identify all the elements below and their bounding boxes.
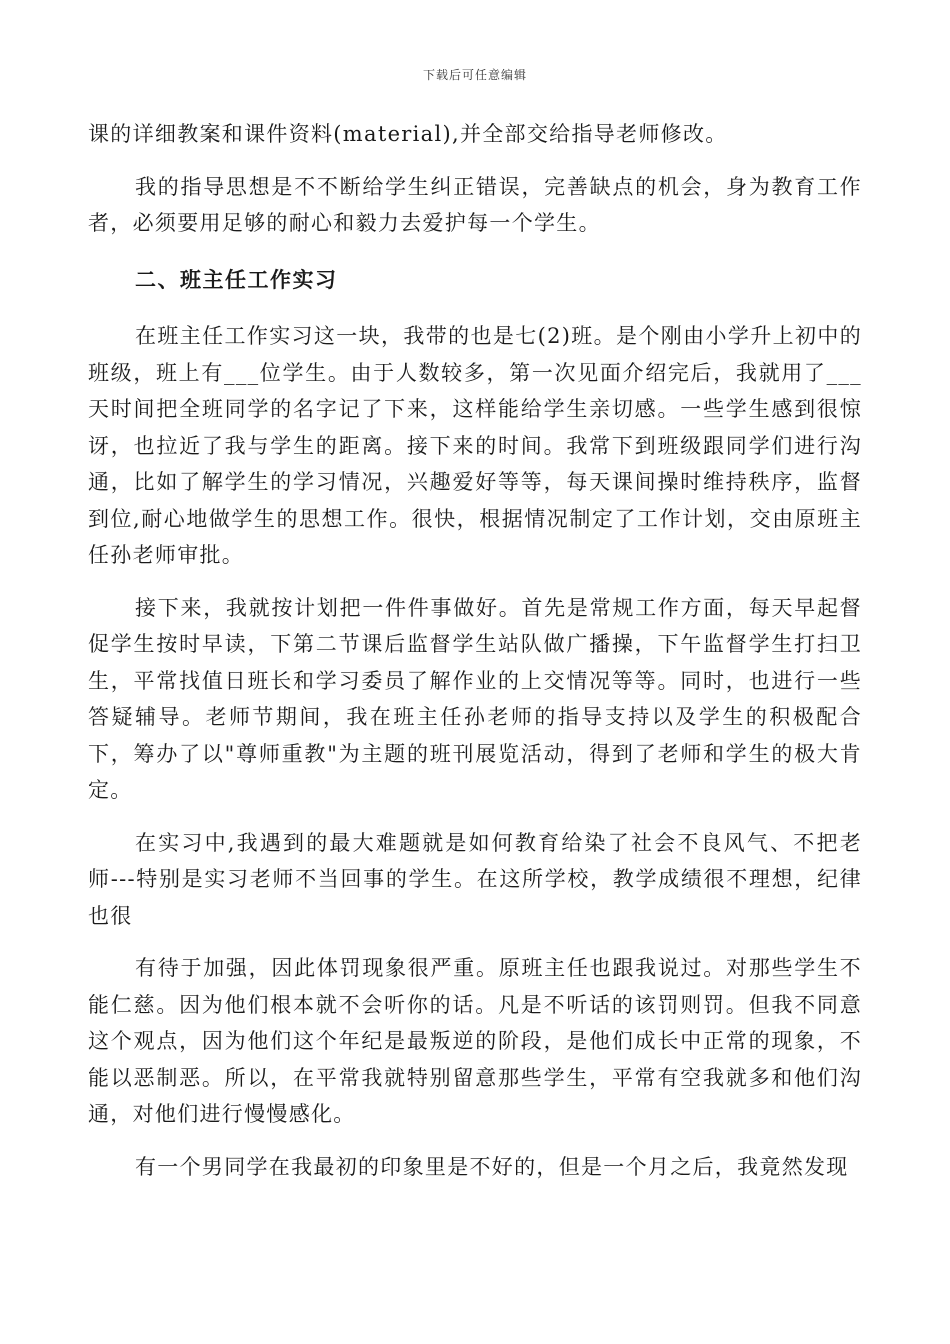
paragraph-3: 在班主任工作实习这一块，我带的也是七(2)班。是个刚由小学升上初中的班级，班上有___位学生。由于人数较多，第一次见面介绍完后，我就用了___天时间把全班同学的名字记了下来，这样能给学生亲切感。一些学生感到很惊讶，也拉近了我与学生的距离。接下来的时间。我常下到班级跟同学们进行沟通，比如了解学生的学习情况，兴趣爱好等等，每天课间操时维持秩序，监督到位,耐心地做学生的思想工作。很快，根据情况制定了工作计划，交由原班主任孙老师审批。 <box>88 324 862 567</box>
paragraph-5: 在实习中,我遇到的最大难题就是如何教育给染了社会不良风气、不把老师---特别是实习老师不当回事的学生。在这所学校，教学成绩很不理想，纪律也很 <box>88 830 862 928</box>
paragraph-1: 课的详细教案和课件资料(material),并全部交给指导老师修改。 <box>88 122 728 146</box>
paragraph-6: 有待于加强，因此体罚现象很严重。原班主任也跟我说过。对那些学生不能仁慈。因为他们根本就不会听你的话。凡是不听话的该罚则罚。但我不同意这个观点，因为他们这个年纪是最叛逆的阶段，是他们成长中正常的现象，不能以恶制恶。所以，在平常我就特别留意那些学生，平常有空我就多和他们沟通，对他们进行慢慢感化。 <box>88 956 862 1126</box>
paragraph-7: 有一个男同学在我最初的印象里是不好的，但是一个月之后，我竟然发现 <box>135 1154 849 1179</box>
header-note: 下载后可任意编辑 <box>422 68 527 82</box>
paragraph-4: 接下来，我就按计划把一件件事做好。首先是常规工作方面，每天早起督促学生按时早读，下第二节课后监督学生站队做广播操，下午监督学生打扫卫生，平常找值日班长和学习委员了解作业的上交情况等等。同时，也进行一些答疑辅导。老师节期间，我在班主任孙老师的指导支持以及学生的积极配合下，筹办了以"尊师重教"为主题的班刊展览活动，得到了老师和学生的极大肯定。 <box>88 595 862 802</box>
document-body <box>88 116 862 1185</box>
paragraph-2: 我的指导思想是不不断给学生纠正错误，完善缺点的机会，身为教育工作者，必须要用足够的耐心和毅力去爱护每一个学生。 <box>88 174 862 235</box>
section-heading: 二、班主任工作实习 <box>135 267 338 292</box>
